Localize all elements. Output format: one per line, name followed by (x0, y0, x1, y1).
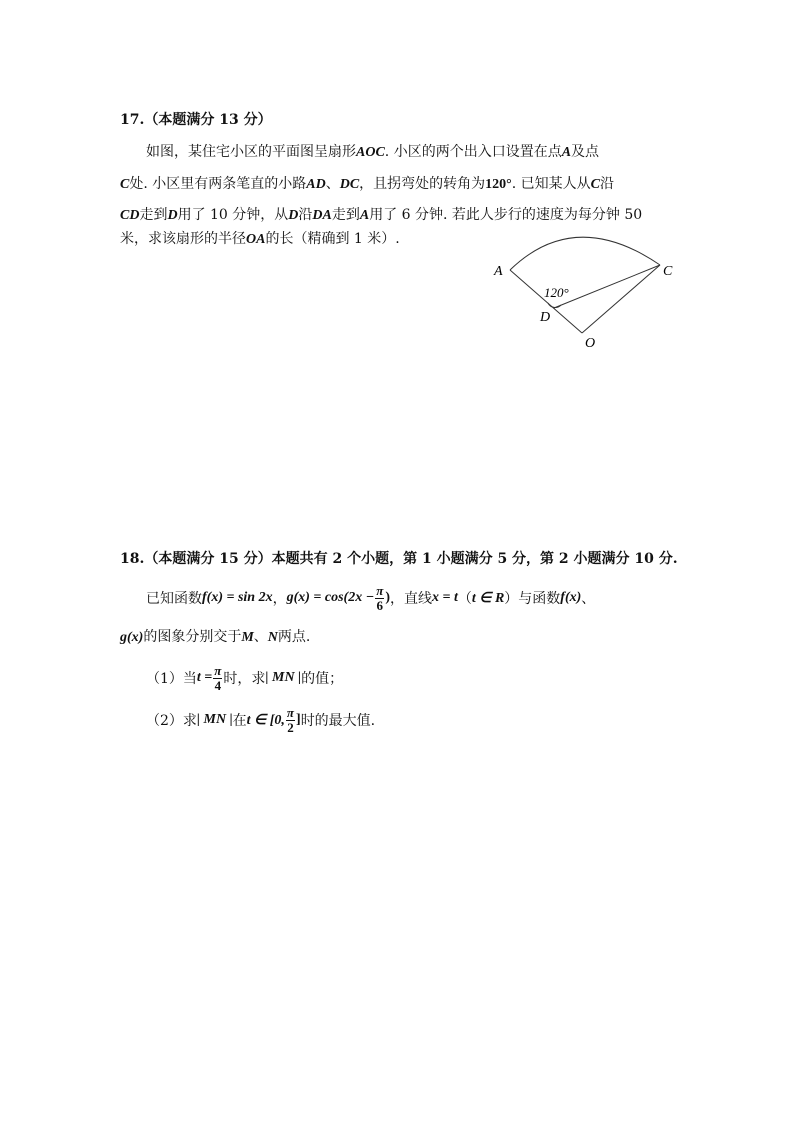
fraction-pi-over-4: $\frac{\pi}{4}$ (214, 662, 222, 693)
angle-arc (548, 303, 561, 307)
fraction-pi-over-2: $\frac{\pi}{2}$ (286, 704, 295, 735)
q18-heading: 18.（本题满分 15 分）本题共有 2 个小题，第 1 小题满分 5 分，第 2 小题满分 10 分. (120, 551, 678, 567)
fraction-pi-over-6: $\frac{\pi}{6}$ (376, 582, 384, 613)
q17-line-4: 米，求该扇形的半径OA的长（精确到 1 米）. (120, 231, 400, 247)
q17-line-1: 如图，某住宅小区的平面图呈扇形AOC. 小区的两个出入口设置在点A及点 (146, 144, 600, 160)
sector-figure (490, 225, 690, 355)
q18-line-2: g(x)的图象分别交于M、N两点. (120, 629, 311, 645)
q17-heading: 17.（本题满分 13 分） (120, 112, 272, 128)
label-D: D (540, 310, 551, 325)
q17-line-3: CD走到D用了 10 分钟，从D沿DA走到A用了 6 分钟. 若此人步行的速度为每分钟 50 (120, 207, 643, 223)
q17-line-2: C处. 小区里有两条笔直的小路AD、DC，且拐弯处的转角为120°. 已知某人从C沿 (120, 176, 615, 192)
sector-arc (510, 237, 660, 270)
q18-line-1: 已知函数 f(x) = sin 2x ， g(x) = cos(2x − $\frac{\pi}{6}$ ) ，直线 x = t （ t ∈ R ）与函数 f(x) 、 (146, 582, 596, 613)
angle-label: 120° (544, 285, 569, 300)
path-DC (554, 265, 660, 308)
q18-sub1: （1）当 t = $\frac{\pi}{4}$ 时，求 | MN | 的值； (146, 662, 344, 693)
q18-sub2: （2）求 | MN | 在 t ∈ [0, $\frac{\pi}{2}$ ] 时的最大值. (146, 704, 376, 735)
radius-OC (582, 265, 660, 333)
label-O: O (585, 336, 596, 351)
label-A: A (494, 264, 503, 279)
label-C: C (663, 264, 673, 279)
